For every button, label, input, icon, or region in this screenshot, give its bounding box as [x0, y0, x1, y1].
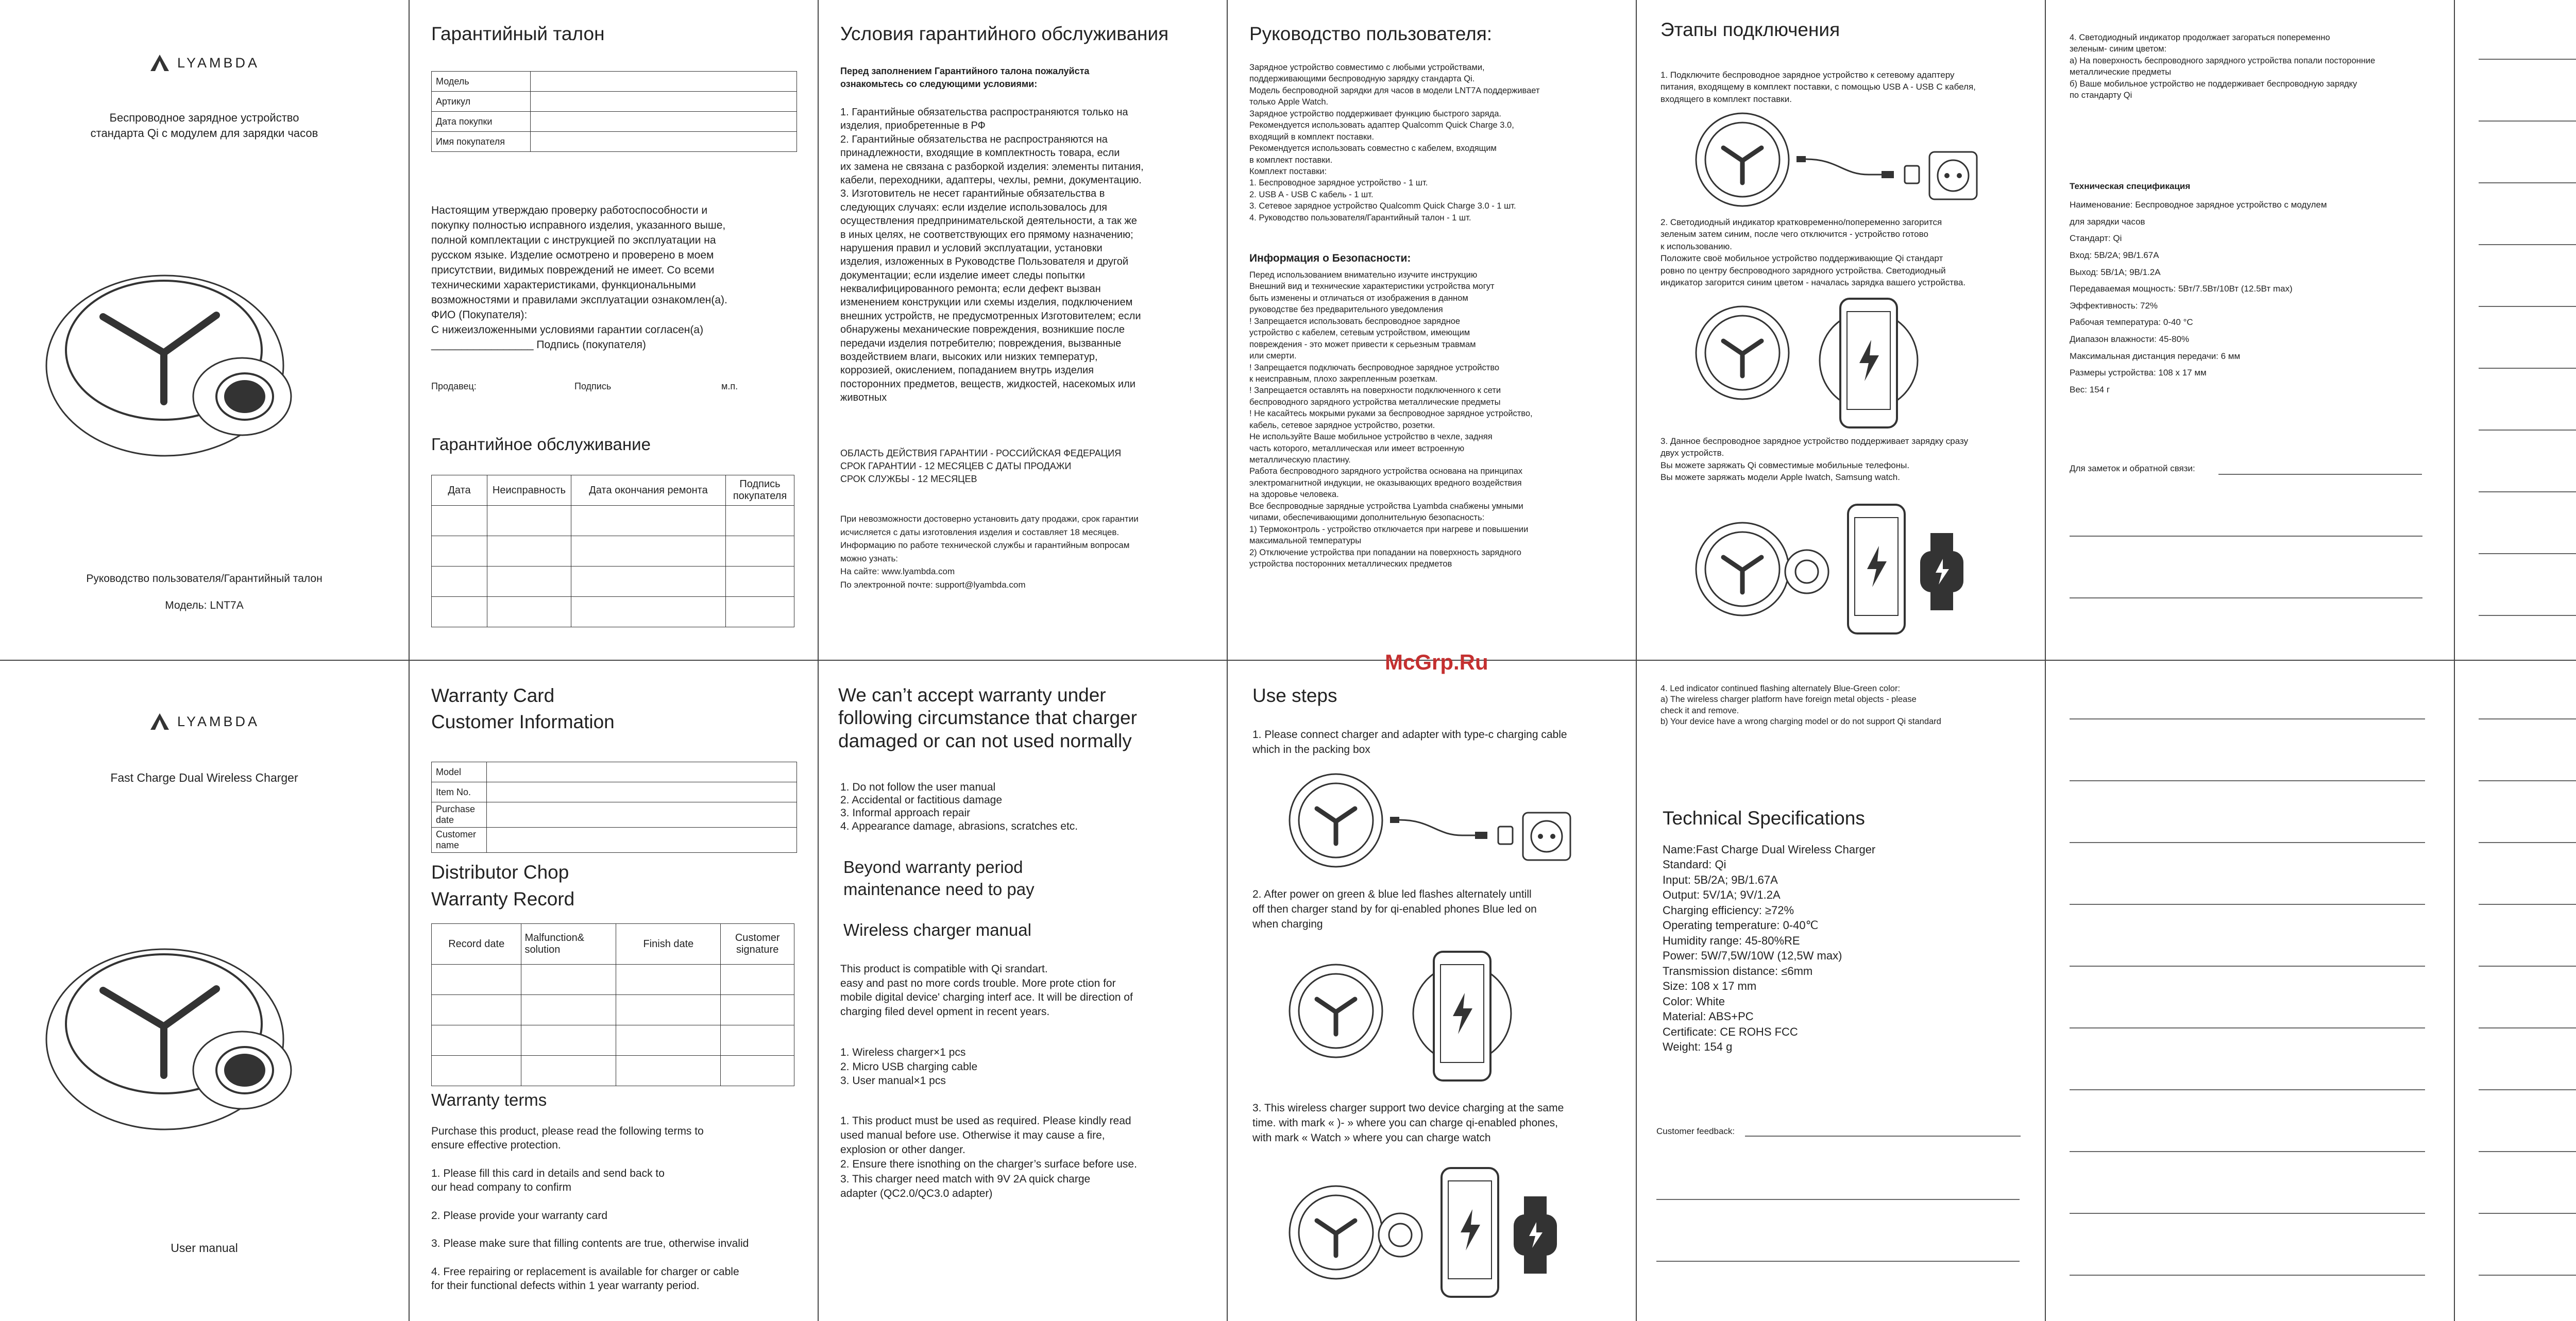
ru-steps-title: Этапы подключения — [1660, 19, 1840, 40]
feedback-line — [1656, 1199, 2020, 1200]
en-warranty-panel — [410, 661, 818, 1321]
notes-line — [2479, 615, 2576, 616]
wireless-charger-icon — [1696, 306, 1789, 399]
ru-notes-label: Для заметок и обратной связи: — [2070, 464, 2195, 473]
notes-line — [2070, 1275, 2425, 1276]
smartphone-icon — [1848, 505, 1905, 633]
en-manual-body: This product is compatible with Qi srandart. easy and past no more cords trouble. More prote ction for mobile digital device' charging interf ace. It will be direction of charging filed devel opment in recent years. — [840, 963, 1133, 1018]
en-package-list: 1. Wireless charger×1 pcs 2. Micro USB charging cable 3. User manual×1 pcs — [840, 1046, 978, 1087]
form-row — [432, 828, 797, 853]
form-label: Item No. — [432, 782, 487, 802]
en-led-note: 4. Led indicator continued flashing alternately Blue-Green color: a) The wireless charger platform have foreign metal objects - please check it and remove. b) Your device have a wrong charging model or do not support Qi standard — [1660, 684, 1941, 727]
notes-line — [2479, 121, 2576, 122]
ru-safety-title: Информация о Безопасности: — [1249, 252, 1411, 264]
form-label: Дата покупки — [432, 112, 531, 132]
signature-label: Подпись — [574, 381, 612, 391]
brand-logo — [149, 54, 260, 72]
notes-line — [2479, 368, 2576, 369]
en-noaccept-title: We can’t accept warranty under following circumstance that charger damaged or can not used normally — [838, 684, 1137, 751]
lyambda-logo-icon — [149, 54, 170, 72]
ru-conditions-body: 1. Гарантийные обязательства распространяются только на изделия, приобретенные в РФ 2. Гарантийные обязательства не распространяются на принадлежности, входящие в комплектность товара, если их замена не связана с разборкой изделия: элементы питания, кабели, переходники, адаптеры, чехлы, ремни, документацию. 3. Изготовитель не несет гарантийные обязательства в следующих случаях: если изделие использовалось для осуществления предпринимательской деятельности, а так же в иных целях, не соответствующих его прямому назначению; нарушения правил и условий эксплуатации, установки изделия, изложенных в Руководстве Пользователя и другой документации; если изделие имеет следы попытки неквалифицированного ремонта; если дефект вызван изменением конструкции или схемы изделия, подключением внешних устройств, не предусмотренных Изготовителем; если обнаружены механические повреждения, возникшие после передачи изделия потребителю; повреждения, вызванные воздействием влаги, высоких или низких температур, коррозией, окислением, попаданием внутрь изделия посторонних предметов, веществ, жидкостей, насекомых или животных — [840, 107, 1144, 404]
wireless-charger-icon — [46, 268, 355, 464]
notes-line — [2070, 966, 2425, 967]
notes-line — [2070, 1027, 2425, 1028]
brand-name: LYAMBDA — [177, 55, 260, 71]
ru-cover-title: Беспроводное зарядное устройство стандарта Qi с модулем для зарядки часов — [90, 111, 318, 140]
ru-manual-panel — [1228, 0, 1636, 660]
form-field[interactable] — [531, 92, 797, 112]
header-cell: Дата — [432, 475, 487, 506]
smartphone-icon — [1820, 299, 1918, 427]
wireless-charger-icon — [46, 941, 355, 1137]
en-specs-panel — [1637, 661, 2045, 1321]
notes-line — [2479, 430, 2576, 431]
smartphone-icon — [1442, 1168, 1498, 1297]
ru-conditions-intro: Перед заполнением Гарантийного талона пожалуйста ознакомьтесь со следующими условиями: — [840, 66, 1090, 89]
table-row — [432, 536, 794, 567]
form-label: Модель — [432, 72, 531, 92]
notes-line — [2070, 780, 2425, 781]
notes-line — [2479, 1275, 2576, 1276]
form-label: Артикул — [432, 92, 531, 112]
notes-line — [2479, 59, 2576, 60]
ru-cover-panel — [0, 0, 409, 660]
en-cover-panel — [0, 661, 409, 1321]
table-header — [432, 924, 794, 965]
notes-line — [2070, 904, 2425, 905]
form-field[interactable] — [487, 802, 797, 828]
en-steps-panel — [1228, 661, 1636, 1321]
ru-specs-panel — [2046, 0, 2454, 660]
ru-step-2: 2. Светодиодный индикатор кратковременно/попеременно загорится зеленым затем синим, после чего отключится - устройство готово к использованию. Положите своё мобильное устройство поддерживающие Qi стандарт ровно по центру беспроводного зарядного устройства. Светодиодный индикатор загорится синим цветом - началась зарядка вашего устройства. — [1660, 217, 1966, 288]
form-label: Customer name — [432, 828, 487, 853]
ru-conditions-panel — [819, 0, 1227, 660]
ru-conditions-title: Условия гарантийного обслуживания — [840, 23, 1169, 44]
table-row — [432, 506, 794, 536]
header-cell: Неисправность — [487, 475, 571, 506]
ru-cover-footer: Руководство пользователя/Гарантийный талон — [86, 573, 323, 585]
notes-line — [2479, 553, 2576, 554]
notes-line — [2070, 1151, 2425, 1152]
ru-service-table — [431, 475, 794, 627]
en-feedback-label: Customer feedback: — [1656, 1126, 1735, 1136]
ru-warranty-body: Настоящим утверждаю проверку работоспособности и покупку полностью исправного изделия, указанного выше, полной комплектации с инструкцией по эксплуатации на русском языке. Изделие осмотрено и проверено в моем присутствии, видимых повреждений не имеет. Со всеми техническими характеристиками, функциональными возможностями и правилами эксплуатации ознакомлен(а). ФИО (Покупателя): С нижеизложенными условиями гарантии согласен(а) _________________ Подпись (покупателя) — [431, 204, 727, 351]
ru-safety-body: Перед использованием внимательно изучите инструкцию Внешний вид и технические характеристики устройства могут быть изменены и отличаться от изображения в данном руководстве без предварительного уведомления ! Запрещается использовать беспроводное зарядное устройство с кабелем, сетевым устройством, имеющим повреждения - это может привести к серьезным травмам или смерти. ! Запрещается подключать беспроводное зарядное устройство к неисправным, плохо закрепленным розеткам. ! Запрещается оставлять на поверхности подключенного к сети беспроводного зарядного устройства металлические предметы ! Не касайтесь мокрыми руками за беспроводное зарядное устройство, кабель, сетевое зарядное устройство, розетки. Не используйте Ваше мобильное устройство в чехле, задняя часть которого, металлическая или имеет встроенную металлическую пластину. Работа беспроводного зарядного устройства основана на принципах электромагнитной индукции, не оказывающих вредного воздействия на здоровье человека. Все беспроводные зарядные устройства Lyambda снабжены умными чипами, обеспечивающими дополнительную безопасность: 1) Термоконтроль - устройство отключается при нагреве и повышении максимальной температуры 2) Отключение устройства при попадании на поверхность зарядного устройства посторонних металлических предметов — [1249, 270, 1533, 569]
form-field[interactable] — [531, 112, 797, 132]
notes-line — [2070, 1089, 2425, 1090]
step2-illustration — [1287, 949, 1524, 1083]
header-cell: Подпись покупателя — [726, 475, 794, 506]
form-row — [432, 132, 797, 152]
feedback-line — [1745, 1136, 2021, 1137]
en-conditions-panel — [819, 661, 1227, 1321]
brand-name: LYAMBDA — [177, 713, 260, 729]
wall-socket-icon — [1523, 813, 1570, 860]
en-step-3: 3. This wireless charger support two device charging at the same time. with mark « )- » where you can charge qi-enabled phones, with mark « Watch » where you can charge watch — [1252, 1102, 1564, 1144]
notes-line — [2479, 780, 2576, 781]
notes-line — [2479, 244, 2576, 245]
step1-illustration — [1287, 771, 1606, 874]
en-warranty-title: Warranty Card Customer Information — [431, 685, 615, 733]
notes-line — [2070, 842, 2425, 843]
seller-label: Продавец: — [431, 381, 477, 391]
header-cell: Malfunction& solution — [521, 924, 616, 965]
form-field[interactable] — [531, 132, 797, 152]
notes-line — [2070, 597, 2422, 598]
en-warranty-form — [431, 762, 797, 853]
wireless-charger-icon — [1696, 113, 1789, 206]
ru-step-3: 3. Данное беспроводное зарядное устройство поддерживает зарядку сразу двух устройств. Вы можете заряжать Qi совместимые мобильные телефоны. Вы можете заряжать модели Apple Iwatch, Samsung watch. — [1660, 436, 1969, 483]
wireless-charger-icon — [1290, 965, 1382, 1057]
form-row — [432, 802, 797, 828]
ru-led-note: 4. Светодиодный индикатор продолжает загораться попеременно зеленым- синим цветом: а) На поверхность беспроводного зарядного устройства попали посторонние металлические предметы б) Ваше мобильное устройство не поддерживает беспроводную зарядку по стандарту Qi — [2070, 33, 2376, 100]
brand-logo — [149, 712, 260, 731]
ru-manual-title: Руководство пользователя: — [1249, 23, 1493, 44]
wireless-charger-icon — [1290, 774, 1382, 867]
en-steps-title: Use steps — [1252, 685, 1337, 706]
ru-step-1: 1. Подключите беспроводное зарядное устройство к сетевому адаптеру питания, входящему в комплект поставки, с помощью USB A - USB C кабеля, входящего в комплект поставки. — [1660, 70, 1976, 104]
stamp-label: м.п. — [721, 381, 738, 391]
notes-line — [2070, 718, 2425, 719]
ru-specs-items: Наименование: Беспроводное зарядное устройство с модулем для зарядки часов Стандарт: Qi Вход: 5В/2А; 9В/1.67А Выход: 5В/1А; 9В/1.2А Передаваемая мощность: 5Вт/7.5Вт/10Вт (12.5Вт max) Эффективность: 72% Рабочая температура: 0-40 °C Диапазон влажности: 45-80% Максимальная дистанция передачи: 6 мм Размеры устройства: 108 x 17 мм Вес: 154 г — [2070, 200, 2327, 394]
table-row — [432, 597, 794, 627]
header-cell: Customer signature — [721, 924, 794, 965]
form-label: Имя покупателя — [432, 132, 531, 152]
ru-warranty-panel — [410, 0, 818, 660]
record-title: Warranty Record — [431, 888, 575, 910]
step2-illustration — [1693, 296, 1930, 430]
en-notes-panel-1 — [2046, 661, 2454, 1321]
form-label: Model — [432, 762, 487, 782]
ru-conditions-terms: ОБЛАСТЬ ДЕЙСТВИЯ ГАРАНТИИ - РОССИЙСКАЯ ФЕДЕРАЦИЯ СРОК ГАРАНТИИ - 12 МЕСЯЦЕВ С ДАТЫ ПРОДАЖИ СРОК СЛУЖБЫ - 12 МЕСЯЦЕВ — [840, 448, 1122, 484]
smartwatch-icon — [1514, 1196, 1557, 1274]
form-row — [432, 92, 797, 112]
en-record-table — [431, 923, 794, 1086]
ru-specs-title: Техническая спецификация — [2070, 181, 2191, 191]
usb-cable-icon — [1797, 156, 1919, 183]
smartwatch-icon — [1920, 533, 1963, 610]
notes-line — [2070, 1213, 2425, 1214]
notes-line — [2070, 536, 2422, 537]
en-noaccept-list: 1. Do not follow the user manual 2. Accidental or factitious damage 3. Informal approach repair 4. Appearance damage, abrasions, scratches etc. — [840, 781, 1078, 832]
en-notes-panel-2 — [2455, 661, 2576, 1321]
wireless-charger-icon — [1290, 1186, 1422, 1279]
form-row — [432, 782, 797, 802]
en-manual-title: Wireless charger manual — [843, 920, 1031, 939]
en-cover-footer: User manual — [171, 1241, 238, 1255]
notes-line — [2479, 966, 2576, 967]
header-cell: Дата окончания ремонта — [571, 475, 726, 506]
usb-cable-icon — [1390, 817, 1513, 844]
ru-service-title: Гарантийное обслуживание — [431, 435, 651, 454]
en-step-2: 2. After power on green & blue led flashes alternately untill off then charger stand by for qi-enabled phones Blue led on when charging — [1252, 888, 1537, 930]
ru-warranty-title: Гарантийный талон — [431, 23, 605, 44]
header-cell: Finish date — [616, 924, 721, 965]
ru-steps-panel — [1637, 0, 2045, 660]
lyambda-logo-icon — [149, 712, 170, 731]
en-usage-notes: 1. This product must be used as required. Please kindly read used manual before use. Otherwise it may cause a fire, explosion or other danger. 2. Ensure there isnothing on the charger’s surface before use. 3. This charger need match with 9V 2A quick charge adapter (QC2.0/QC3.0 adapter) — [840, 1115, 1137, 1199]
form-row — [432, 72, 797, 92]
ru-notes-panel — [2455, 0, 2576, 660]
table-row — [432, 965, 794, 995]
notes-line — [2479, 842, 2576, 843]
ru-manual-body: Зарядное устройство совместимо с любыми устройствами, поддерживающими беспроводную зарядку стандарта Qi. Модель беспроводной зарядки для часов в модели LNT7A поддерживает только Apple Watch. Зарядное устройство поддерживает функцию быстрого заряда. Рекомендуется использовать адаптер Qualcomm Quick Charge 3.0, входящий в комплект поставки. Рекомендуется использовать совместно с кабелем, входящим в комплект поставки. Комплект поставки: 1. Беспроводное зарядное устройство - 1 шт. 2. USB A - USB C кабель - 1 шт. 3. Сетевое зарядное устройство Qualcomm Quick Charge 3.0 - 1 шт. 4. Руководство пользователя/Гарантийный талон - 1 шт. — [1249, 63, 1540, 222]
table-row — [432, 995, 794, 1025]
table-row — [432, 1025, 794, 1056]
form-field[interactable] — [487, 762, 797, 782]
form-label: Purchase date — [432, 802, 487, 828]
step1-illustration — [1693, 111, 2013, 214]
form-row — [432, 762, 797, 782]
notes-line — [2479, 182, 2576, 183]
smartphone-icon — [1413, 952, 1511, 1080]
form-field[interactable] — [487, 782, 797, 802]
en-specs-items: Name:Fast Charge Dual Wireless Charger Standard: Qi Input: 5B/2A; 9B/1.67A Output: 5V/1A; 9V/1.2A Charging efficiency: ≥72% Operating temperature: 0-40℃ Humidity range: 45-80%RE Power: 5W/7,5W/10W (12,5W max) Transmission distance: ≤6mm Size: 108 x 17 mm Color: White Material: ABS+PC Certificate: CE ROHS FCC Weight: 154 g — [1663, 843, 1876, 1054]
notes-line — [2479, 1027, 2576, 1028]
feedback-line — [1656, 1261, 2020, 1262]
notes-line — [2479, 1213, 2576, 1214]
table-header — [432, 475, 794, 506]
watermark: McGrp.Ru — [1385, 650, 1488, 674]
ru-warranty-form — [431, 71, 797, 152]
en-beyond-title: Beyond warranty period maintenance need to pay — [843, 857, 1035, 899]
table-row — [432, 1056, 794, 1086]
ru-cover-model: Модель: LNT7A — [165, 599, 244, 611]
form-field[interactable] — [487, 828, 797, 853]
form-row — [432, 112, 797, 132]
notes-line — [2479, 1151, 2576, 1152]
notes-line — [2479, 306, 2576, 307]
notes-line — [2218, 474, 2422, 475]
wireless-charger-icon — [1696, 523, 1828, 615]
notes-line — [2479, 491, 2576, 492]
table-row — [432, 567, 794, 597]
ru-conditions-footer: При невозможности достоверно установить дату продажи, срок гарантии исчисляется с даты изготовления изделия и составляет 18 месяцев. Информацию по работе технической службы и гарантийным вопросам можно узнать: На сайте: www.lyambda.com По электронной почте: support@lyambda.com — [840, 514, 1139, 590]
header-cell: Record date — [432, 924, 521, 965]
step3-illustration — [1693, 505, 2023, 639]
notes-line — [2479, 904, 2576, 905]
en-step-1: 1. Please connect charger and adapter with type-c charging cable which in the packing box — [1252, 729, 1567, 756]
en-specs-title: Technical Specifications — [1663, 808, 1865, 829]
en-terms-title: Warranty terms — [431, 1090, 547, 1109]
en-cover-title: Fast Charge Dual Wireless Charger — [110, 771, 298, 784]
step3-illustration — [1287, 1168, 1617, 1302]
en-terms-body: Purchase this product, please read the following terms to ensure effective protection. 1. Please fill this card in details and send back to our head company to confirm 2. Please provide your warranty card 3. Please make sure that filling contents are true, otherwise invalid 4. Free repairing or replacement is available for charger or cable for their functional defects within 1 year warranty period. — [431, 1125, 749, 1292]
wall-socket-icon — [1929, 152, 1977, 199]
distributor-label: Distributor Chop — [431, 862, 569, 883]
notes-line — [2479, 718, 2576, 719]
notes-line — [2479, 1089, 2576, 1090]
form-field[interactable] — [531, 72, 797, 92]
